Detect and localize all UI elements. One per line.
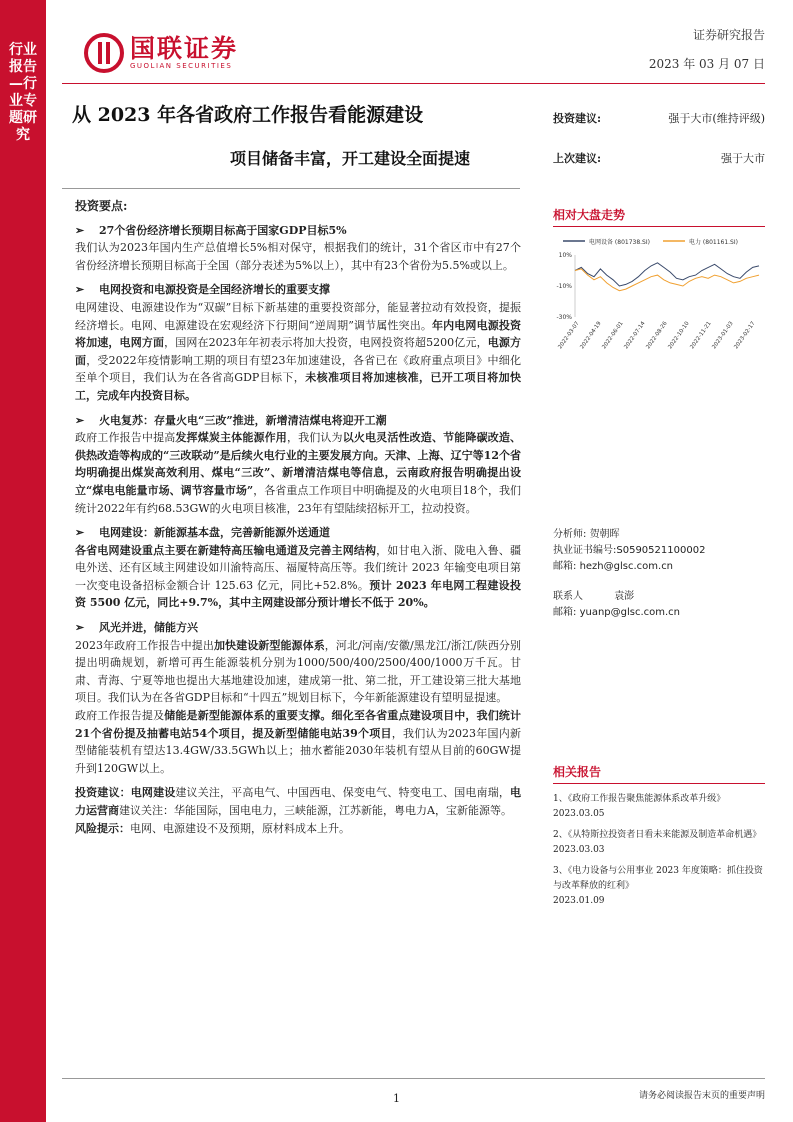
investment-advice: 投资建议：电网建设建议关注，平高电气、中国西电、保变电气、特变电工、国电南瑞，电力运营商建议关注：华能国际，国电电力，三峡能源，江苏新能，粤电力A，宝新能源等。: [75, 786, 522, 817]
analyst-email[interactable]: hezh@glsc.com.cn: [579, 561, 674, 572]
x-tick-label: 2022-03-07: [557, 320, 581, 351]
legend-label: 电力 (801161.SI): [689, 239, 738, 246]
contact-name: 袁澎: [614, 591, 635, 602]
x-tick-label: 2022-11-21: [689, 320, 713, 351]
x-tick-label: 2022-07-14: [623, 320, 647, 351]
point-4: ➢ 电网建设：新能源基本盘，完善新能源外送通道 各省电网建设重点主要在新建特高压输电通道及完善主网结构，如甘电入浙、陇电入鲁、疆电外送、还有区域主网建设如川渝特高压、福厦特高压等。我们统计 2023 年输变电项目第一次变电设备招标金额合计 125.63 亿元，同比+52.8%。预计 2023 年电网工程建设投资 5500 亿元，同比+9.7%，其中主网建设部分预计增长不低于 20%。: [75, 526, 522, 610]
contact-email[interactable]: yuanp@glsc.com.cn: [579, 607, 681, 618]
risk-warning: 风险提示：电网、电源建设不及预期，原材料成本上升。: [75, 821, 350, 835]
y-tick-label: 10%: [558, 252, 572, 259]
x-tick-label: 2023-02-17: [733, 320, 757, 351]
cert-number: S0590521100002: [616, 545, 706, 556]
page-number: 1: [393, 1092, 400, 1105]
related-report-item[interactable]: 1、《政府工作报告聚焦能源体系改革升级》 2023.03.05: [553, 794, 726, 819]
x-tick-label: 2022-08-26: [645, 320, 669, 351]
point-1: ➢ 27个省份经济增长预期目标高于国家GDP目标5% 我们认为2023年国内生产总值增长5%相对保守，根据我们的统计，31个省区市中有27个省份经济增长预期目标高于全国（部分表述为5%以上），其中有23个省份为5.5%或以上。: [75, 223, 521, 272]
arrow-icon: ➢: [75, 621, 85, 635]
arrow-icon: ➢: [75, 526, 85, 540]
doc-type: 证券研究报告: [692, 28, 765, 42]
logo-mark-icon: [84, 33, 124, 73]
invest-value: 强于大市(维持评级): [668, 112, 765, 125]
email-label: 邮箱:: [553, 561, 577, 572]
logo-cn-text: 国联证券: [130, 34, 239, 63]
analyst-block: [553, 527, 765, 621]
point-5: ➢ 风光并进，储能方兴 2023年政府工作报告中提出加快建设新型能源体系，河北/河南/安徽/黑龙江/浙江/陕西分别提出明确规划，新增可再生能源装机分别为1000/500/400/2500/400/1000万千瓦。甘肃、青海、宁夏等地也提出大基地建设加速，建成第一批、第二批，开工建设第三批大基地项目。我们认为在各省GDP目标和“十四五”规划目标下，今年新能源建设有望明显提速。 政府工作报告提及储能是新型能源体系的重要支撑。细化至各省重点建设项目中，我们统计21个省份提及抽蓄电站54个项目，提及新型储能电站39个项目，我们认为2023年国内新型储能装机有望达13.4GW/33.5GWh以上；抽水蓄能2030年装机有望从目前的60GW提升到120GW以上。: [75, 621, 522, 775]
cert-label: 执业证书编号:: [553, 545, 617, 556]
contact-email-label: 邮箱:: [553, 607, 577, 618]
related-reports: [553, 763, 765, 915]
x-tick-label: 2022-06-01: [601, 320, 625, 351]
invest-label: 投资建议:: [553, 112, 602, 125]
title-divider: [62, 188, 520, 189]
prev-value: 强于大市: [721, 152, 765, 165]
related-report-item[interactable]: 3、《电力设备与公用事业 2023 年度策略：抓住投资与改革释放的红利》 2023.01.09: [553, 866, 763, 906]
x-tick-label: 2023-01-03: [711, 320, 735, 351]
arrow-icon: ➢: [75, 413, 85, 427]
related-report-item[interactable]: 2、《从特斯拉投资者日看未来能源及制造革命机遇》 2023.03.03: [553, 830, 762, 855]
header-divider: [62, 83, 765, 84]
series-line: [575, 263, 759, 286]
points-head: 投资要点:: [75, 199, 128, 213]
prev-label: 上次建议:: [553, 152, 602, 165]
sidebar-label: 行业报告—行业专题研究: [9, 42, 37, 143]
doc-date: 2023 年 03 月 07 日: [648, 57, 765, 71]
logo-en-text: GUOLIAN SECURITIES: [130, 62, 233, 70]
y-tick-label: -10%: [556, 283, 572, 290]
company-logo: [84, 33, 238, 73]
point-3: ➢ 火电复苏：存量火电“三改”推进，新增清洁煤电将迎开工潮 政府工作报告中提高发挥煤炭主体能源作用，我们认为以火电灵活性改造、节能降碳改造、供热改造等构成的“三改联动”是后续火电行业的主要发展方向。天津、上海、辽宁等12个省均明确提出煤炭高效利用、煤电“三改”、新增清洁煤电等信息，云南政府报告明确提出设立“煤电电能量市场、调节容量市场”，各省重点工作项目中明确提及的火电项目18个，我们统计2022年有约68.53GW的火电项目核准，23年有望陆续招标开工，拉动投资。: [75, 413, 522, 515]
report-subtitle: 项目储备丰富，开工建设全面提速: [230, 149, 471, 168]
chart-title: 相对大盘走势: [553, 206, 765, 227]
footer-divider: [62, 1078, 765, 1079]
arrow-icon: ➢: [75, 283, 85, 297]
arrow-icon: ➢: [75, 223, 85, 237]
relative-performance-chart: [553, 233, 765, 363]
point-2: ➢ 电网投资和电源投资是全国经济增长的重要支撑 电网建设、电源建设作为“双碳”目标下新基建的重要投资部分，能显著拉动有效投资，提振经济增长。电网、电源建设在宏观经济下行期间“逆周期”调节属性突出。年内电网电源投资将加速，电网方面，国网在2023年年初表示将加大投资，电网投资将超5200亿元，电源方面，受2022年疫情影响工期的项目有望23年加速建设，各省已在《政府重点项目》中细化至单个项目，我们认为在各省高GDP目标下，未核准项目将加速核准，已开工项目将加快工，完成年内投资目标。: [75, 283, 522, 402]
related-head: 相关报告: [553, 763, 765, 784]
chart-block: [553, 206, 765, 363]
analyst-name: 贺朝晖: [589, 529, 620, 540]
main-body: [75, 198, 521, 837]
contact-label: 联系人: [553, 591, 583, 602]
y-tick-label: -30%: [556, 314, 572, 321]
analyst-label: 分析师:: [553, 529, 587, 540]
report-title: 从 2023 年各省政府工作报告看能源建设: [72, 104, 424, 126]
x-tick-label: 2022-04-19: [579, 320, 603, 351]
footer-disclaimer: 请务必阅读报告末页的重要声明: [638, 1091, 765, 1101]
legend-label: 电网设备 (801738.SI): [589, 239, 650, 246]
sidebar: [0, 0, 46, 1122]
x-tick-label: 2022-10-10: [667, 320, 691, 351]
series-line: [575, 269, 759, 291]
rating-block: [553, 110, 765, 166]
